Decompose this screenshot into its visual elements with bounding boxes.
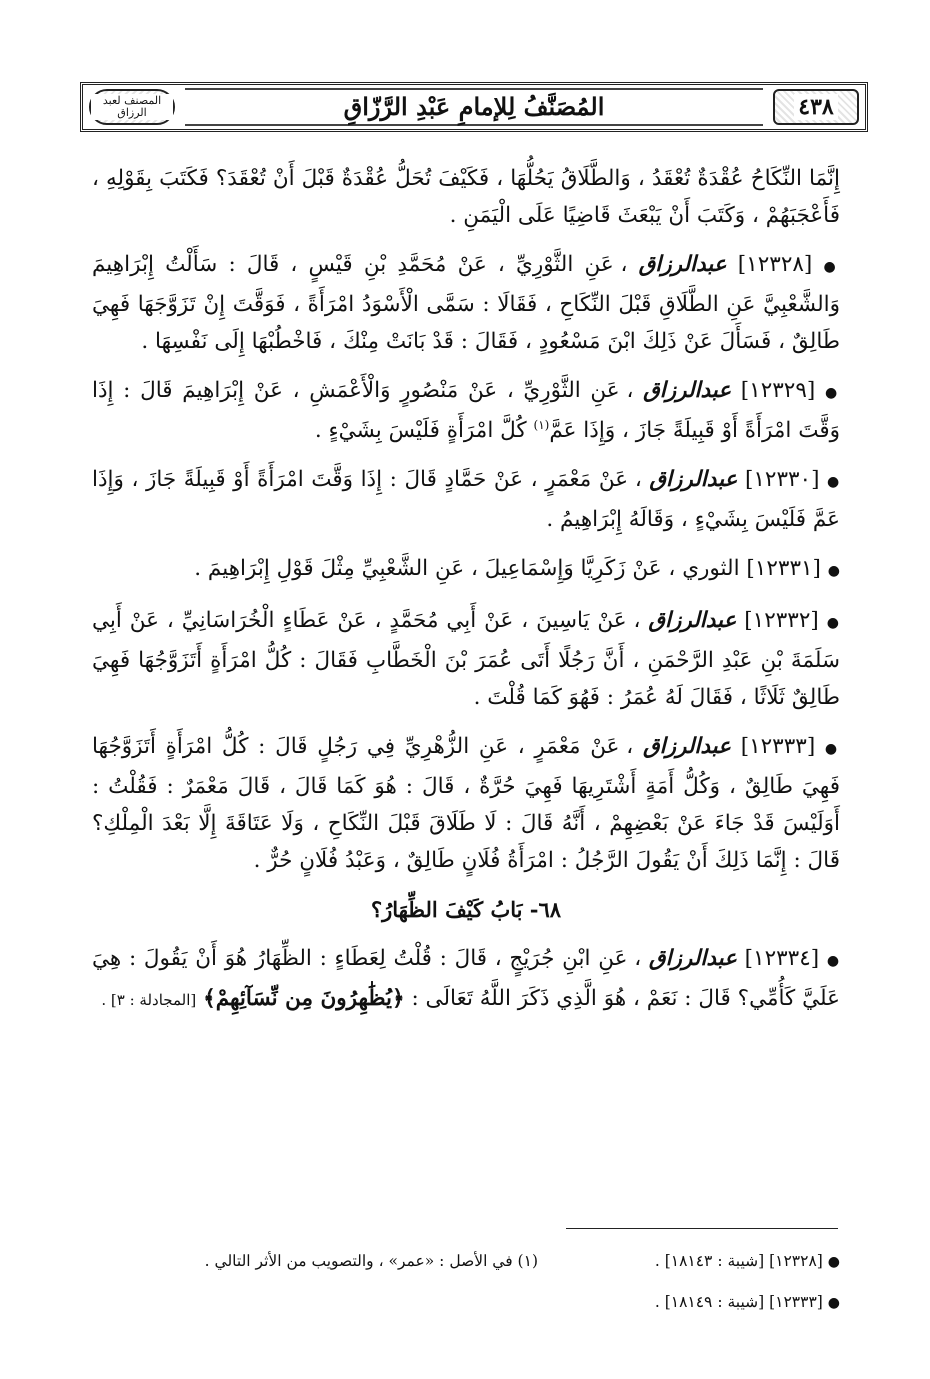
bullet-icon: ●: [827, 563, 840, 579]
footnote-divider: [566, 1228, 838, 1229]
entry-number: [١٢٣٣١]: [746, 556, 821, 581]
bullet-icon: ●: [824, 741, 840, 757]
page-number: ٤٣٨: [794, 94, 837, 120]
footnote-note: (١) في الأصل : «عمر» ، والتصويب من الأثر التالي .: [204, 1252, 538, 1270]
footnote-reference: [655, 1249, 840, 1274]
chapter-heading: ٦٨- بَابُ كَيْفَ الظِّهَارُ؟: [370, 897, 562, 922]
footnote-reference-text: [١٢٣٢٨] [شيبة : ١٨١٤٣] .: [654, 1252, 823, 1270]
entry-text: ، عَنْ يَاسِينَ ، عَنْ أَبِي مُحَمَّدٍ ، عَنْ عَطَاءٍ الْخُرَاسَانِيِّ ، عَنْ أَبِي سَلَمَةَ بْنِ عَبْدِ الرَّحْمَنِ ، أَنَّ رَجُلًا أَتَى عُمَرَ بْنَ الْخَطَّابِ فَقَالَ : كُلُّ امْرَأَةٍ أَتَزَوَّجُهَا فَهِيَ طَالِقٌ ثَلَاثًا ، فَقَالَ لَهُ عُمَرُ : فَهُوَ كَمَا قُلْتَ .: [92, 608, 840, 710]
footnote-marker: (١): [533, 417, 550, 432]
entry-author: عبدالرزاق: [642, 734, 731, 759]
entry-number: [١٢٣٢٨]: [737, 252, 813, 277]
hadith-entry: [92, 461, 840, 538]
entry-author: الثوري: [682, 556, 740, 581]
continuation-paragraph: إِنَّمَا النِّكَاحُ عُقْدَةٌ تُعْقَدُ ، وَالطَّلَاقُ يَحُلُّهَا ، فَكَيْفَ تُحَلُّ عُقْدَةٌ قَبْلَ أَنْ تُعْقَدَ؟ فَكَتَبَ بِقَوْلِهِ ، فَأَعْجَبَهُمْ ، وَكَتَبَ أَنْ يَبْعَثَ قَاضِيًا عَلَى الْيَمَنِ .: [92, 166, 840, 228]
book-logo-text: المصنف لعبد الرزاق: [91, 94, 173, 120]
hadith-entry: [92, 940, 840, 1019]
entry-number: [١٢٣٣٢]: [744, 608, 819, 633]
book-title: المُصَنَّفُ لِلإمامِ عَبْدِ الرَّزّاقِ: [185, 88, 763, 126]
entry-text: ، عَنِ الثَّوْرِيِّ ، عَنْ مُحَمَّدِ بْنِ قَيْسٍ ، قَالَ : سَأَلْتُ إِبْرَاهِيمَ وَالشَّعْبِيَّ عَنِ الطَّلَاقِ قَبْلَ النِّكَاحِ ، فَقَالَا : سَمَّى الْأَسْوَدُ امْرَأَةً ، فَوَقَّتَ إِنْ تَزَوَّجَهَا فَهِيَ طَالِقٌ ، فَسَأَلَ عَنْ ذَلِكَ ابْنَ مَسْعُودٍ ، فَقَالَ : قَدْ بَانَتْ مِنْكَ ، فَاخْطُبْهَا إِلَى نَفْسِهَا .: [92, 252, 840, 354]
main-text: [92, 160, 840, 1031]
bullet-icon: ●: [826, 615, 841, 631]
entry-author: عبدالرزاق: [643, 378, 732, 403]
entry-author: عبدالرزاق: [648, 608, 737, 633]
entry-number: [١٢٣٢٩]: [740, 378, 816, 403]
bullet-icon: ●: [827, 1254, 840, 1270]
footnote-reference: [655, 1290, 840, 1315]
footnote-reference-text: [١٢٣٣٣] [شيبة : ١٨١٤٩] .: [654, 1293, 823, 1311]
bullet-icon: ●: [826, 953, 840, 969]
hadith-entry: [92, 550, 840, 590]
page-number-box: [773, 89, 859, 125]
page-header: [80, 82, 868, 132]
entry-text: ، عَنِ الثَّوْرِيِّ ، عَنْ مَنْصُورٍ وَالْأَعْمَشِ ، عَنْ إِبْرَاهِيمَ قَالَ : إِذَا وَقَّتَ امْرَأَةً أَوْ قَبِيلَةً جَازَ ، وَإِذَا عَمَّ: [92, 378, 840, 443]
bullet-icon: ●: [824, 385, 841, 401]
entry-author: عبدالرزاق: [649, 467, 738, 492]
entry-author: عبدالرزاق: [648, 946, 737, 971]
quran-verse: ﴿يُظَٰهِرُونَ مِن نِّسَآئِهِمْ﴾: [203, 986, 405, 1011]
hadith-entry: [92, 728, 840, 879]
entry-text: ، عَنْ مَعْمَرٍ ، عَنْ حَمَّادٍ قَالَ : إِذَا وَقَّتَ امْرَأَةً أَوْ قَبِيلَةً جَازَ ، وَإِذَا عَمَّ فَلَيْسَ بِشَيْءٍ ، وَقَالَهُ إِبْرَاهِيمُ .: [92, 467, 840, 532]
verse-reference: [المجادلة : ٣] .: [101, 991, 197, 1009]
bullet-icon: ●: [823, 259, 840, 275]
entry-number: [١٢٣٣٠]: [744, 467, 820, 492]
entry-author: عبدالرزاق: [638, 252, 727, 277]
hadith-entry: [92, 602, 840, 716]
book-logo: [89, 89, 175, 125]
entry-text: ، عَنْ زَكَرِيَّا وَإِسْمَاعِيلَ ، عَنِ الشَّعْبِيِّ مِثْلَ قَوْلِ إِبْرَاهِيمَ .: [194, 556, 676, 581]
entry-number: [١٢٣٣٣]: [740, 734, 816, 759]
entry-text: ، عَنْ مَعْمَرٍ ، عَنِ الزُّهْرِيِّ فِي رَجُلٍ قَالَ : كُلُّ امْرَأَةٍ أَتَزَوَّجُهَا فَهِيَ طَالِقٌ ، وَكُلُّ أَمَةٍ أَشْتَرِيهَا فَهِيَ حُرَّةٌ ، قَالَ : هُوَ كَمَا قَالَ ، قَالَ مَعْمَرٌ : فَقُلْتُ : أَوَلَيْسَ قَدْ جَاءَ عَنْ بَعْضِهِمْ ، أَنَّهُ قَالَ : لَا طَلَاقَ قَبْلَ النِّكَاحِ ، وَلَا عَتَاقَةَ إِلَّا بَعْدَ الْمِلْكِ؟ قَالَ : إِنَّمَا ذَلِكَ أَنْ يَقُولَ الرَّجُلُ : امْرَأَةُ فُلَانٍ طَالِقٌ ، وَعَبْدُ فُلَانٍ حُرٌّ .: [92, 734, 840, 873]
hadith-entry: [92, 372, 840, 449]
hadith-entry: [92, 246, 840, 360]
entry-number: [١٢٣٣٤]: [744, 946, 820, 971]
bullet-icon: ●: [827, 1295, 840, 1311]
entry-text: كُلَّ امْرَأَةٍ فَلَيْسَ بِشَيْءٍ .: [314, 418, 527, 443]
entry-text: ، عَنِ ابْنِ جُرَيْجٍ ، قَالَ : قُلْتُ لِعَطَاءٍ : الظِّهَارُ هُوَ أَنْ يَقُولَ : هِيَ عَلَيَّ كَأُمِّي؟ قَالَ : نَعَمْ ، هُوَ الَّذِي ذَكَرَ اللَّهُ تَعَالَى :: [92, 946, 840, 1011]
bullet-icon: ●: [827, 474, 840, 490]
